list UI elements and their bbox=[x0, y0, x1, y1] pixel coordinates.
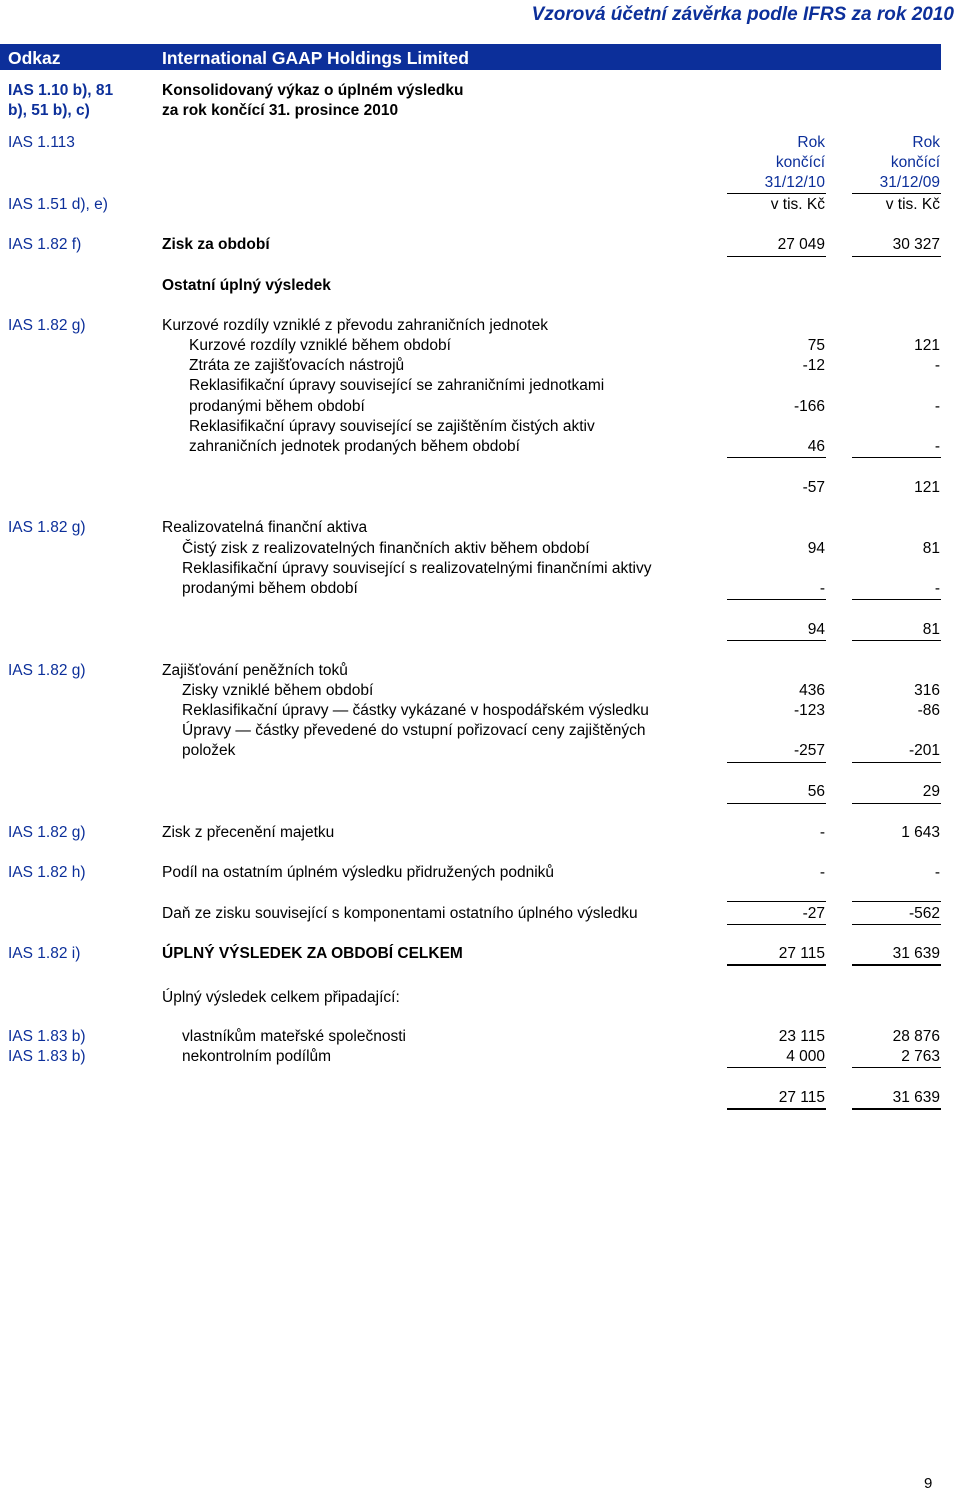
cfh-row3-label-line1: Úpravy — částky převedené do vstupní pořizovací ceny zajištěných bbox=[182, 722, 646, 739]
total-ci-value-2010: 27 115 bbox=[778, 945, 825, 962]
fx-total-2010: -57 bbox=[802, 479, 825, 496]
col1-header-line3: 31/12/10 bbox=[764, 174, 825, 191]
cfh-row1-value-2009: 316 bbox=[914, 682, 940, 699]
reval-value-2010: - bbox=[819, 824, 825, 841]
attrib-owners-ref: IAS 1.83 b) bbox=[8, 1028, 86, 1045]
tax-top-rule-2 bbox=[852, 901, 941, 902]
attrib-nci-label: nekontrolním podílům bbox=[182, 1048, 332, 1065]
afs-total-rule-1 bbox=[727, 640, 826, 641]
assoc-label: Podíl na ostatním úplném výsledku přidružených podniků bbox=[162, 864, 555, 881]
col2-header-rule bbox=[852, 193, 941, 194]
cfh-total-rule-2 bbox=[852, 803, 941, 804]
col1-header-rule bbox=[727, 193, 826, 194]
tax-value-2010: -27 bbox=[802, 905, 825, 922]
afs-rule-1 bbox=[727, 599, 826, 600]
fx-row4-label-line2: zahraničních jednotek prodaných během období bbox=[189, 438, 520, 455]
fx-row4-value-2010: 46 bbox=[807, 438, 825, 455]
assoc-value-2009: - bbox=[934, 864, 940, 881]
statement-title-line2: za rok končící 31. prosince 2010 bbox=[162, 102, 399, 119]
afs-total-2010: 94 bbox=[807, 621, 825, 638]
afs-ref: IAS 1.82 g) bbox=[8, 519, 86, 536]
col1-header-line2: končící bbox=[775, 154, 825, 171]
afs-total-rule-2 bbox=[852, 640, 941, 641]
attrib-owners-label: vlastníkům mateřské společnosti bbox=[182, 1028, 406, 1045]
attrib-owners-value-2010: 23 115 bbox=[778, 1028, 825, 1045]
cfh-total-rule-1 bbox=[727, 803, 826, 804]
cfh-row3-value-2009: -201 bbox=[908, 742, 940, 759]
fx-row1-value-2009: 121 bbox=[914, 337, 940, 354]
profit-value-2010: 27 049 bbox=[777, 236, 825, 253]
attrib-nci-value-2010: 4 000 bbox=[786, 1048, 825, 1065]
afs-row1-value-2009: 81 bbox=[922, 540, 940, 557]
profit-rule-1 bbox=[727, 256, 826, 257]
fx-row4-label-line1: Reklasifikační úpravy související se zajištěním čistých aktiv bbox=[189, 418, 595, 435]
col2-header-line1: Rok bbox=[912, 134, 940, 151]
attrib-nci-value-2009: 2 763 bbox=[901, 1048, 940, 1065]
attrib-total-2009: 31 639 bbox=[892, 1089, 940, 1106]
tax-label: Daň ze zisku související s komponentami ostatního úplného výsledku bbox=[162, 905, 638, 922]
cfh-row3-value-2010: -257 bbox=[793, 742, 825, 759]
tax-top-rule-1 bbox=[727, 901, 826, 902]
profit-ref: IAS 1.82 f) bbox=[8, 236, 82, 253]
attrib-rule-2 bbox=[852, 1067, 941, 1068]
col1-header-line1: Rok bbox=[797, 134, 825, 151]
profit-rule-2 bbox=[852, 256, 941, 257]
attrib-rule-1 bbox=[727, 1067, 826, 1068]
statement-title-line1: Konsolidovaný výkaz o úplném výsledku bbox=[162, 82, 464, 99]
statement-ref-line2: b), 51 b), c) bbox=[8, 102, 90, 119]
profit-value-2009: 30 327 bbox=[892, 236, 940, 253]
fx-row2-label: Ztráta ze zajišťovacích nástrojů bbox=[189, 357, 405, 374]
header-bar bbox=[0, 44, 941, 70]
cfh-row3-label-line2: položek bbox=[182, 742, 236, 759]
fx-heading: Kurzové rozdíly vzniklé z převodu zahraničních jednotek bbox=[162, 317, 548, 334]
cfh-row2-value-2010: -123 bbox=[793, 702, 825, 719]
col2-header-line2: končící bbox=[890, 154, 940, 171]
fx-ref: IAS 1.82 g) bbox=[8, 317, 86, 334]
statement-ref-line1: IAS 1.10 b), 81 bbox=[8, 82, 114, 99]
total-ci-label: ÚPLNÝ VÝSLEDEK ZA OBDOBÍ CELKEM bbox=[162, 945, 463, 962]
assoc-value-2010: - bbox=[819, 864, 825, 881]
fx-row1-label: Kurzové rozdíly vzniklé během období bbox=[189, 337, 451, 354]
reval-value-2009: 1 643 bbox=[901, 824, 940, 841]
fx-rule-2 bbox=[852, 457, 941, 458]
cfh-rule-1 bbox=[727, 762, 826, 763]
fx-row1-value-2010: 75 bbox=[807, 337, 825, 354]
profit-label: Zisk za období bbox=[162, 236, 270, 253]
afs-rule-2 bbox=[852, 599, 941, 600]
afs-row2-label-line2: prodanými během období bbox=[182, 580, 358, 597]
company-name: International GAAP Holdings Limited bbox=[162, 48, 469, 68]
page-number: 9 bbox=[924, 1475, 933, 1492]
col2-header-line3: 31/12/09 bbox=[879, 174, 940, 191]
total-ci-rule-2 bbox=[852, 964, 941, 966]
attrib-nci-ref: IAS 1.83 b) bbox=[8, 1048, 86, 1065]
column-ref-2: IAS 1.51 d), e) bbox=[8, 196, 108, 213]
fx-row3-label-line2: prodanými během období bbox=[189, 398, 365, 415]
column-ref-1: IAS 1.113 bbox=[8, 134, 75, 151]
afs-row2-value-2009: - bbox=[934, 580, 940, 597]
attrib-owners-value-2009: 28 876 bbox=[892, 1028, 940, 1045]
col2-unit: v tis. Kč bbox=[885, 196, 940, 213]
afs-row1-label: Čistý zisk z realizovatelných finančních aktiv během období bbox=[182, 540, 590, 557]
cfh-row1-value-2010: 436 bbox=[799, 682, 825, 699]
cfh-rule-2 bbox=[852, 762, 941, 763]
attrib-heading: Úplný výsledek celkem připadající: bbox=[162, 989, 400, 1006]
tax-rule-2 bbox=[852, 924, 941, 925]
cfh-total-2010: 56 bbox=[807, 783, 825, 800]
cfh-row1-label: Zisky vzniklé během období bbox=[182, 682, 374, 699]
reval-label: Zisk z přecenění majetku bbox=[162, 824, 335, 841]
afs-row2-label-line1: Reklasifikační úpravy související s realizovatelnými finančními aktivy bbox=[182, 560, 652, 577]
attrib-total-rule-1 bbox=[727, 1108, 826, 1110]
fx-row2-value-2010: -12 bbox=[802, 357, 825, 374]
oci-heading: Ostatní úplný výsledek bbox=[162, 277, 331, 294]
attrib-total-2010: 27 115 bbox=[778, 1089, 825, 1106]
total-ci-rule-1 bbox=[727, 964, 826, 966]
afs-row2-value-2010: - bbox=[819, 580, 825, 597]
afs-row1-value-2010: 94 bbox=[807, 540, 825, 557]
fx-row4-value-2009: - bbox=[934, 438, 940, 455]
tax-value-2009: -562 bbox=[908, 905, 940, 922]
cfh-total-2009: 29 bbox=[922, 783, 940, 800]
attrib-total-rule-2 bbox=[852, 1108, 941, 1110]
total-ci-value-2009: 31 639 bbox=[892, 945, 940, 962]
fx-row3-value-2010: -166 bbox=[793, 398, 825, 415]
afs-heading: Realizovatelná finanční aktiva bbox=[162, 519, 368, 536]
fx-row2-value-2009: - bbox=[934, 357, 940, 374]
fx-total-2009: 121 bbox=[914, 479, 940, 496]
col1-unit: v tis. Kč bbox=[770, 196, 825, 213]
cfh-row2-label: Reklasifikační úpravy — částky vykázané v hospodářském výsledku bbox=[182, 702, 649, 719]
assoc-ref: IAS 1.82 h) bbox=[8, 864, 86, 881]
ref-column-label: Odkaz bbox=[8, 48, 61, 68]
document-title: Vzorová účetní závěrka podle IFRS za rok 2010 bbox=[531, 4, 954, 25]
fx-rule-1 bbox=[727, 457, 826, 458]
fx-row3-value-2009: - bbox=[934, 398, 940, 415]
reval-ref: IAS 1.82 g) bbox=[8, 824, 86, 841]
afs-total-2009: 81 bbox=[922, 621, 940, 638]
cfh-ref: IAS 1.82 g) bbox=[8, 662, 86, 679]
cfh-row2-value-2009: -86 bbox=[917, 702, 940, 719]
total-ci-ref: IAS 1.82 i) bbox=[8, 945, 81, 962]
cfh-heading: Zajišťování peněžních toků bbox=[162, 662, 348, 679]
fx-row3-label-line1: Reklasifikační úpravy související se zahraničními jednotkami bbox=[189, 377, 605, 394]
tax-rule-1 bbox=[727, 924, 826, 925]
